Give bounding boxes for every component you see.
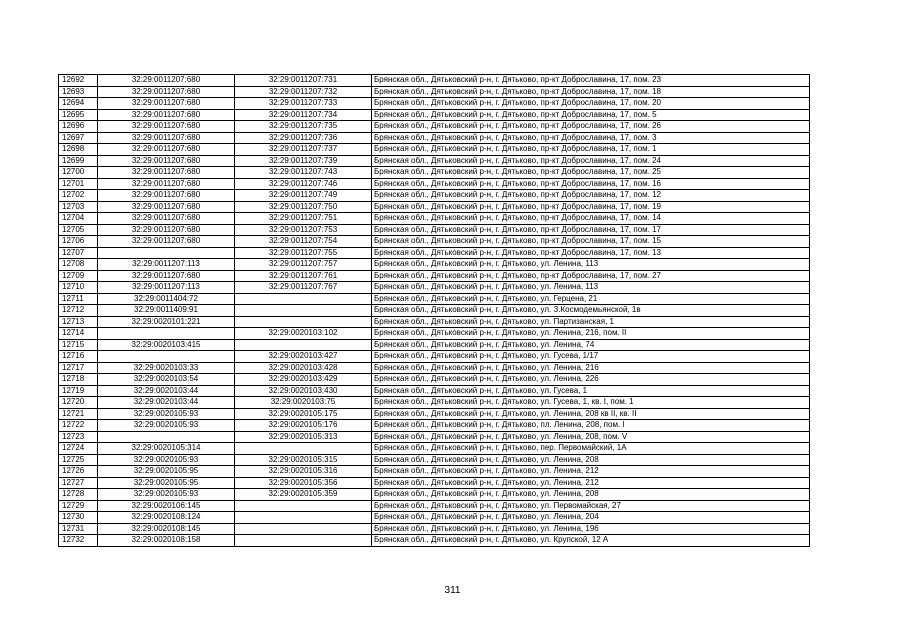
row-number-cell: 12725 <box>59 454 98 466</box>
address-cell: Брянская обл., Дятьковский р-н, г. Дятьково, пр-кт Доброславина, 17, пом. 20 <box>372 98 810 110</box>
parcel-number-cell: 32:29:0011207:113 <box>98 282 235 294</box>
table-row <box>59 328 810 340</box>
address-cell: Брянская обл., Дятьковский р-н, г. Дятьково, ул. Ленина, 196 <box>372 523 810 535</box>
parcel-number-cell: 32:29:0020105:93 <box>98 420 235 432</box>
parcel-number-cell <box>98 351 235 363</box>
parcel-number-cell: 32:29:0011207:680 <box>98 213 235 225</box>
address-cell: Брянская обл., Дятьковский р-н, г. Дятьково, ул. Ленина, 208 кв II, кв. II <box>372 408 810 420</box>
object-number-cell: 32:29:0020105:316 <box>235 466 372 478</box>
address-cell: Брянская обл., Дятьковский р-н, г. Дятьково, ул. Гусева, 1, кв. I, пом. 1 <box>372 397 810 409</box>
parcel-number-cell: 32:29:0020103:33 <box>98 362 235 374</box>
address-cell: Брянская обл., Дятьковский р-н, г. Дятьково, пр-кт Доброславина, 17, пом. 19 <box>372 201 810 213</box>
address-cell: Брянская обл., Дятьковский р-н, г. Дятьково, ул. Ленина, 216 <box>372 362 810 374</box>
address-cell: Брянская обл., Дятьковский р-н, г. Дятьково, пл. Ленина, 208, пом. I <box>372 420 810 432</box>
object-number-cell <box>235 512 372 524</box>
table-row <box>59 224 810 236</box>
parcel-number-cell: 32:29:0020108:158 <box>98 535 235 547</box>
table-row <box>59 535 810 547</box>
row-number-cell: 12726 <box>59 466 98 478</box>
object-number-cell: 32:29:0011207:750 <box>235 201 372 213</box>
parcel-number-cell: 32:29:0020105:95 <box>98 477 235 489</box>
row-number-cell: 12709 <box>59 270 98 282</box>
parcel-number-cell: 32:29:0020103:44 <box>98 397 235 409</box>
row-number-cell: 12724 <box>59 443 98 455</box>
parcel-number-cell: 32:29:0020105:93 <box>98 408 235 420</box>
table-row <box>59 144 810 156</box>
address-cell: Брянская обл., Дятьковский р-н, г. Дятьково, ул. Крупской, 12 А <box>372 535 810 547</box>
address-cell: Брянская обл., Дятьковский р-н, г. Дятьково, ул. Ленина, 216, пом. II <box>372 328 810 340</box>
address-cell: Брянская обл., Дятьковский р-н, г. Дятьково, пр-кт Доброславина, 17, пом. 12 <box>372 190 810 202</box>
row-number-cell: 12693 <box>59 86 98 98</box>
object-number-cell: 32:29:0020103:428 <box>235 362 372 374</box>
object-number-cell: 32:29:0020103:102 <box>235 328 372 340</box>
parcel-number-cell: 32:29:0020105:314 <box>98 443 235 455</box>
table-row <box>59 385 810 397</box>
object-number-cell: 32:29:0020105:359 <box>235 489 372 501</box>
address-cell: Брянская обл., Дятьковский р-н, г. Дятьково, пер. Первомайский, 1А <box>372 443 810 455</box>
parcel-number-cell: 32:29:0011207:680 <box>98 86 235 98</box>
address-cell: Брянская обл., Дятьковский р-н, г. Дятьково, пр-кт Доброславина, 17, пом. 17 <box>372 224 810 236</box>
object-number-cell: 32:29:0020105:313 <box>235 431 372 443</box>
row-number-cell: 12705 <box>59 224 98 236</box>
address-cell: Брянская обл., Дятьковский р-н, г. Дятьково, пр-кт Доброславина, 17, пом. 23 <box>372 75 810 87</box>
row-number-cell: 12710 <box>59 282 98 294</box>
parcel-number-cell: 32:29:0020103:415 <box>98 339 235 351</box>
table-row <box>59 500 810 512</box>
table-row <box>59 408 810 420</box>
row-number-cell: 12715 <box>59 339 98 351</box>
address-cell: Брянская обл., Дятьковский р-н, г. Дятьково, пр-кт Доброславина, 17, пом. 5 <box>372 109 810 121</box>
object-number-cell: 32:29:0011207:761 <box>235 270 372 282</box>
address-cell: Брянская обл., Дятьковский р-н, г. Дятьково, пр-кт Доброславина, 17, пом. 24 <box>372 155 810 167</box>
address-cell: Брянская обл., Дятьковский р-н, г. Дятьково, ул. Партизанская, 1 <box>372 316 810 328</box>
address-cell: Брянская обл., Дятьковский р-н, г. Дятьково, ул. Гусева, 1 <box>372 385 810 397</box>
address-cell: Брянская обл., Дятьковский р-н, г. Дятьково, ул. З.Космодемьянской, 1в <box>372 305 810 317</box>
row-number-cell: 12702 <box>59 190 98 202</box>
parcel-number-cell: 32:29:0011207:680 <box>98 224 235 236</box>
address-cell: Брянская обл., Дятьковский р-н, г. Дятьково, ул. Ленина, 208 <box>372 454 810 466</box>
object-number-cell: 32:29:0011207:734 <box>235 109 372 121</box>
parcel-number-cell: 32:29:0011207:680 <box>98 109 235 121</box>
parcel-number-cell: 32:29:0011207:680 <box>98 167 235 179</box>
table-row <box>59 121 810 133</box>
table-row <box>59 443 810 455</box>
row-number-cell: 12708 <box>59 259 98 271</box>
table-row <box>59 293 810 305</box>
address-cell: Брянская обл., Дятьковский р-н, г. Дятьково, пр-кт Доброславина, 17, пом. 3 <box>372 132 810 144</box>
object-number-cell: 32:29:0011207:751 <box>235 213 372 225</box>
table-row <box>59 489 810 501</box>
address-cell: Брянская обл., Дятьковский р-н, г. Дятьково, ул. Первомайская, 27 <box>372 500 810 512</box>
address-cell: Брянская обл., Дятьковский р-н, г. Дятьково, ул. Ленина, 74 <box>372 339 810 351</box>
object-number-cell: 32:29:0020105:356 <box>235 477 372 489</box>
parcel-number-cell: 32:29:0011207:680 <box>98 190 235 202</box>
table-row <box>59 466 810 478</box>
row-number-cell: 12701 <box>59 178 98 190</box>
table-row <box>59 420 810 432</box>
parcel-number-cell: 32:29:0011207:680 <box>98 98 235 110</box>
object-number-cell: 32:29:0011207:767 <box>235 282 372 294</box>
row-number-cell: 12700 <box>59 167 98 179</box>
address-cell: Брянская обл., Дятьковский р-н, г. Дятьково, пр-кт Доброславина, 17, пом. 25 <box>372 167 810 179</box>
row-number-cell: 12721 <box>59 408 98 420</box>
parcel-number-cell: 32:29:0011404:72 <box>98 293 235 305</box>
table-row <box>59 305 810 317</box>
table-row <box>59 477 810 489</box>
address-cell: Брянская обл., Дятьковский р-н, г. Дятьково, ул. Герцена, 21 <box>372 293 810 305</box>
table-row <box>59 98 810 110</box>
object-number-cell: 32:29:0020105:315 <box>235 454 372 466</box>
table-row <box>59 316 810 328</box>
row-number-cell: 12723 <box>59 431 98 443</box>
parcel-number-cell: 32:29:0020108:145 <box>98 523 235 535</box>
page-number: 311 <box>444 585 461 596</box>
address-cell: Брянская обл., Дятьковский р-н, г. Дятьково, ул. Ленина, 212 <box>372 466 810 478</box>
object-number-cell: 32:29:0011207:746 <box>235 178 372 190</box>
object-number-cell: 32:29:0011207:753 <box>235 224 372 236</box>
table-row <box>59 431 810 443</box>
address-cell: Брянская обл., Дятьковский р-н, г. Дятьково, ул. Ленина, 212 <box>372 477 810 489</box>
object-number-cell: 32:29:0020105:176 <box>235 420 372 432</box>
address-cell: Брянская обл., Дятьковский р-н, г. Дятьково, ул. Ленина, 208 <box>372 489 810 501</box>
object-number-cell: 32:29:0011207:736 <box>235 132 372 144</box>
object-number-cell: 32:29:0011207:731 <box>235 75 372 87</box>
parcel-number-cell: 32:29:0011207:680 <box>98 144 235 156</box>
table-row <box>59 454 810 466</box>
parcel-number-cell <box>98 431 235 443</box>
table-row <box>59 213 810 225</box>
parcel-number-cell: 32:29:0020105:93 <box>98 454 235 466</box>
address-cell: Брянская обл., Дятьковский р-н, г. Дятьково, ул. Гусева, 1/17 <box>372 351 810 363</box>
row-number-cell: 12717 <box>59 362 98 374</box>
table-row <box>59 236 810 248</box>
row-number-cell: 12722 <box>59 420 98 432</box>
table-row <box>59 282 810 294</box>
table-row <box>59 523 810 535</box>
object-number-cell: 32:29:0011207:735 <box>235 121 372 133</box>
parcel-number-cell: 32:29:0020103:54 <box>98 374 235 386</box>
table-row <box>59 512 810 524</box>
table-row <box>59 178 810 190</box>
address-cell: Брянская обл., Дятьковский р-н, г. Дятьково, пр-кт Доброславина, 17, пом. 13 <box>372 247 810 259</box>
address-cell: Брянская обл., Дятьковский р-н, г. Дятьково, пр-кт Доброславина, 17, пом. 26 <box>372 121 810 133</box>
object-number-cell <box>235 339 372 351</box>
object-number-cell <box>235 293 372 305</box>
row-number-cell: 12714 <box>59 328 98 340</box>
object-number-cell: 32:29:0011207:757 <box>235 259 372 271</box>
object-number-cell: 32:29:0011207:732 <box>235 86 372 98</box>
parcel-number-cell: 32:29:0020106:145 <box>98 500 235 512</box>
parcel-number-cell: 32:29:0020101:221 <box>98 316 235 328</box>
object-number-cell <box>235 316 372 328</box>
row-number-cell: 12728 <box>59 489 98 501</box>
object-number-cell: 32:29:0020105:175 <box>235 408 372 420</box>
table-row <box>59 259 810 271</box>
table-body <box>59 75 810 547</box>
address-cell: Брянская обл., Дятьковский р-н, г. Дятьково, ул. Ленина, 113 <box>372 259 810 271</box>
parcel-number-cell: 32:29:0011207:113 <box>98 259 235 271</box>
row-number-cell: 12695 <box>59 109 98 121</box>
parcel-number-cell: 32:29:0011207:680 <box>98 270 235 282</box>
object-number-cell: 32:29:0020103:75 <box>235 397 372 409</box>
row-number-cell: 12731 <box>59 523 98 535</box>
table-row <box>59 397 810 409</box>
parcel-number-cell <box>98 328 235 340</box>
cadastral-table <box>58 74 810 547</box>
parcel-number-cell: 32:29:0011207:680 <box>98 75 235 87</box>
object-number-cell: 32:29:0011207:754 <box>235 236 372 248</box>
object-number-cell <box>235 500 372 512</box>
parcel-number-cell: 32:29:0011207:680 <box>98 201 235 213</box>
table-row <box>59 109 810 121</box>
row-number-cell: 12718 <box>59 374 98 386</box>
row-number-cell: 12713 <box>59 316 98 328</box>
row-number-cell: 12703 <box>59 201 98 213</box>
address-cell: Брянская обл., Дятьковский р-н, г. Дятьково, пр-кт Доброславина, 17, пом. 16 <box>372 178 810 190</box>
parcel-number-cell: 32:29:0011207:680 <box>98 236 235 248</box>
row-number-cell: 12727 <box>59 477 98 489</box>
parcel-number-cell: 32:29:0011207:680 <box>98 132 235 144</box>
row-number-cell: 12732 <box>59 535 98 547</box>
parcel-number-cell: 32:29:0020105:93 <box>98 489 235 501</box>
address-cell: Брянская обл., Дятьковский р-н, г. Дятьково, пр-кт Доброславина, 17, пом. 14 <box>372 213 810 225</box>
table-row <box>59 374 810 386</box>
object-number-cell <box>235 535 372 547</box>
object-number-cell <box>235 443 372 455</box>
object-number-cell: 32:29:0011207:733 <box>235 98 372 110</box>
object-number-cell: 32:29:0020103:429 <box>235 374 372 386</box>
object-number-cell: 32:29:0011207:737 <box>235 144 372 156</box>
table-row <box>59 86 810 98</box>
table-row <box>59 75 810 87</box>
object-number-cell: 32:29:0011207:743 <box>235 167 372 179</box>
row-number-cell: 12698 <box>59 144 98 156</box>
row-number-cell: 12719 <box>59 385 98 397</box>
table-row <box>59 132 810 144</box>
address-cell: Брянская обл., Дятьковский р-н, г. Дятьково, пр-кт Доброславина, 17, пом. 27 <box>372 270 810 282</box>
table-row <box>59 201 810 213</box>
address-cell: Брянская обл., Дятьковский р-н, г. Дятьково, пр-кт Доброславина, 17, пом. 18 <box>372 86 810 98</box>
address-cell: Брянская обл., Дятьковский р-н, г. Дятьково, пр-кт Доброславина, 17, пом. 1 <box>372 144 810 156</box>
address-cell: Брянская обл., Дятьковский р-н, г. Дятьково, ул. Ленина, 226 <box>372 374 810 386</box>
row-number-cell: 12704 <box>59 213 98 225</box>
table-row <box>59 167 810 179</box>
parcel-number-cell: 32:29:0020108:124 <box>98 512 235 524</box>
table-row <box>59 270 810 282</box>
address-cell: Брянская обл., Дятьковский р-н, г. Дятьково, ул. Ленина, 204 <box>372 512 810 524</box>
object-number-cell: 32:29:0011207:755 <box>235 247 372 259</box>
row-number-cell: 12711 <box>59 293 98 305</box>
row-number-cell: 12716 <box>59 351 98 363</box>
row-number-cell: 12694 <box>59 98 98 110</box>
parcel-number-cell: 32:29:0011207:680 <box>98 121 235 133</box>
parcel-number-cell: 32:29:0020103:44 <box>98 385 235 397</box>
table-row <box>59 351 810 363</box>
parcel-number-cell: 32:29:0011207:680 <box>98 178 235 190</box>
parcel-number-cell: 32:29:0020105:95 <box>98 466 235 478</box>
row-number-cell: 12696 <box>59 121 98 133</box>
object-number-cell: 32:29:0020103:427 <box>235 351 372 363</box>
row-number-cell: 12706 <box>59 236 98 248</box>
object-number-cell: 32:29:0020103:430 <box>235 385 372 397</box>
row-number-cell: 12730 <box>59 512 98 524</box>
table-row <box>59 190 810 202</box>
object-number-cell <box>235 305 372 317</box>
object-number-cell: 32:29:0011207:739 <box>235 155 372 167</box>
parcel-number-cell <box>98 247 235 259</box>
object-number-cell <box>235 523 372 535</box>
object-number-cell: 32:29:0011207:749 <box>235 190 372 202</box>
row-number-cell: 12699 <box>59 155 98 167</box>
parcel-number-cell: 32:29:0011409:91 <box>98 305 235 317</box>
table-row <box>59 155 810 167</box>
row-number-cell: 12729 <box>59 500 98 512</box>
address-cell: Брянская обл., Дятьковский р-н, г. Дятьково, ул. Ленина, 113 <box>372 282 810 294</box>
row-number-cell: 12692 <box>59 75 98 87</box>
row-number-cell: 12697 <box>59 132 98 144</box>
table-row <box>59 339 810 351</box>
address-cell: Брянская обл., Дятьковский р-н, г. Дятьково, пр-кт Доброславина, 17, пом. 15 <box>372 236 810 248</box>
row-number-cell: 12720 <box>59 397 98 409</box>
table-row <box>59 362 810 374</box>
row-number-cell: 12707 <box>59 247 98 259</box>
parcel-number-cell: 32:29:0011207:680 <box>98 155 235 167</box>
row-number-cell: 12712 <box>59 305 98 317</box>
table-row <box>59 247 810 259</box>
address-cell: Брянская обл., Дятьковский р-н, г. Дятьково, ул. Ленина, 208, пом. V <box>372 431 810 443</box>
